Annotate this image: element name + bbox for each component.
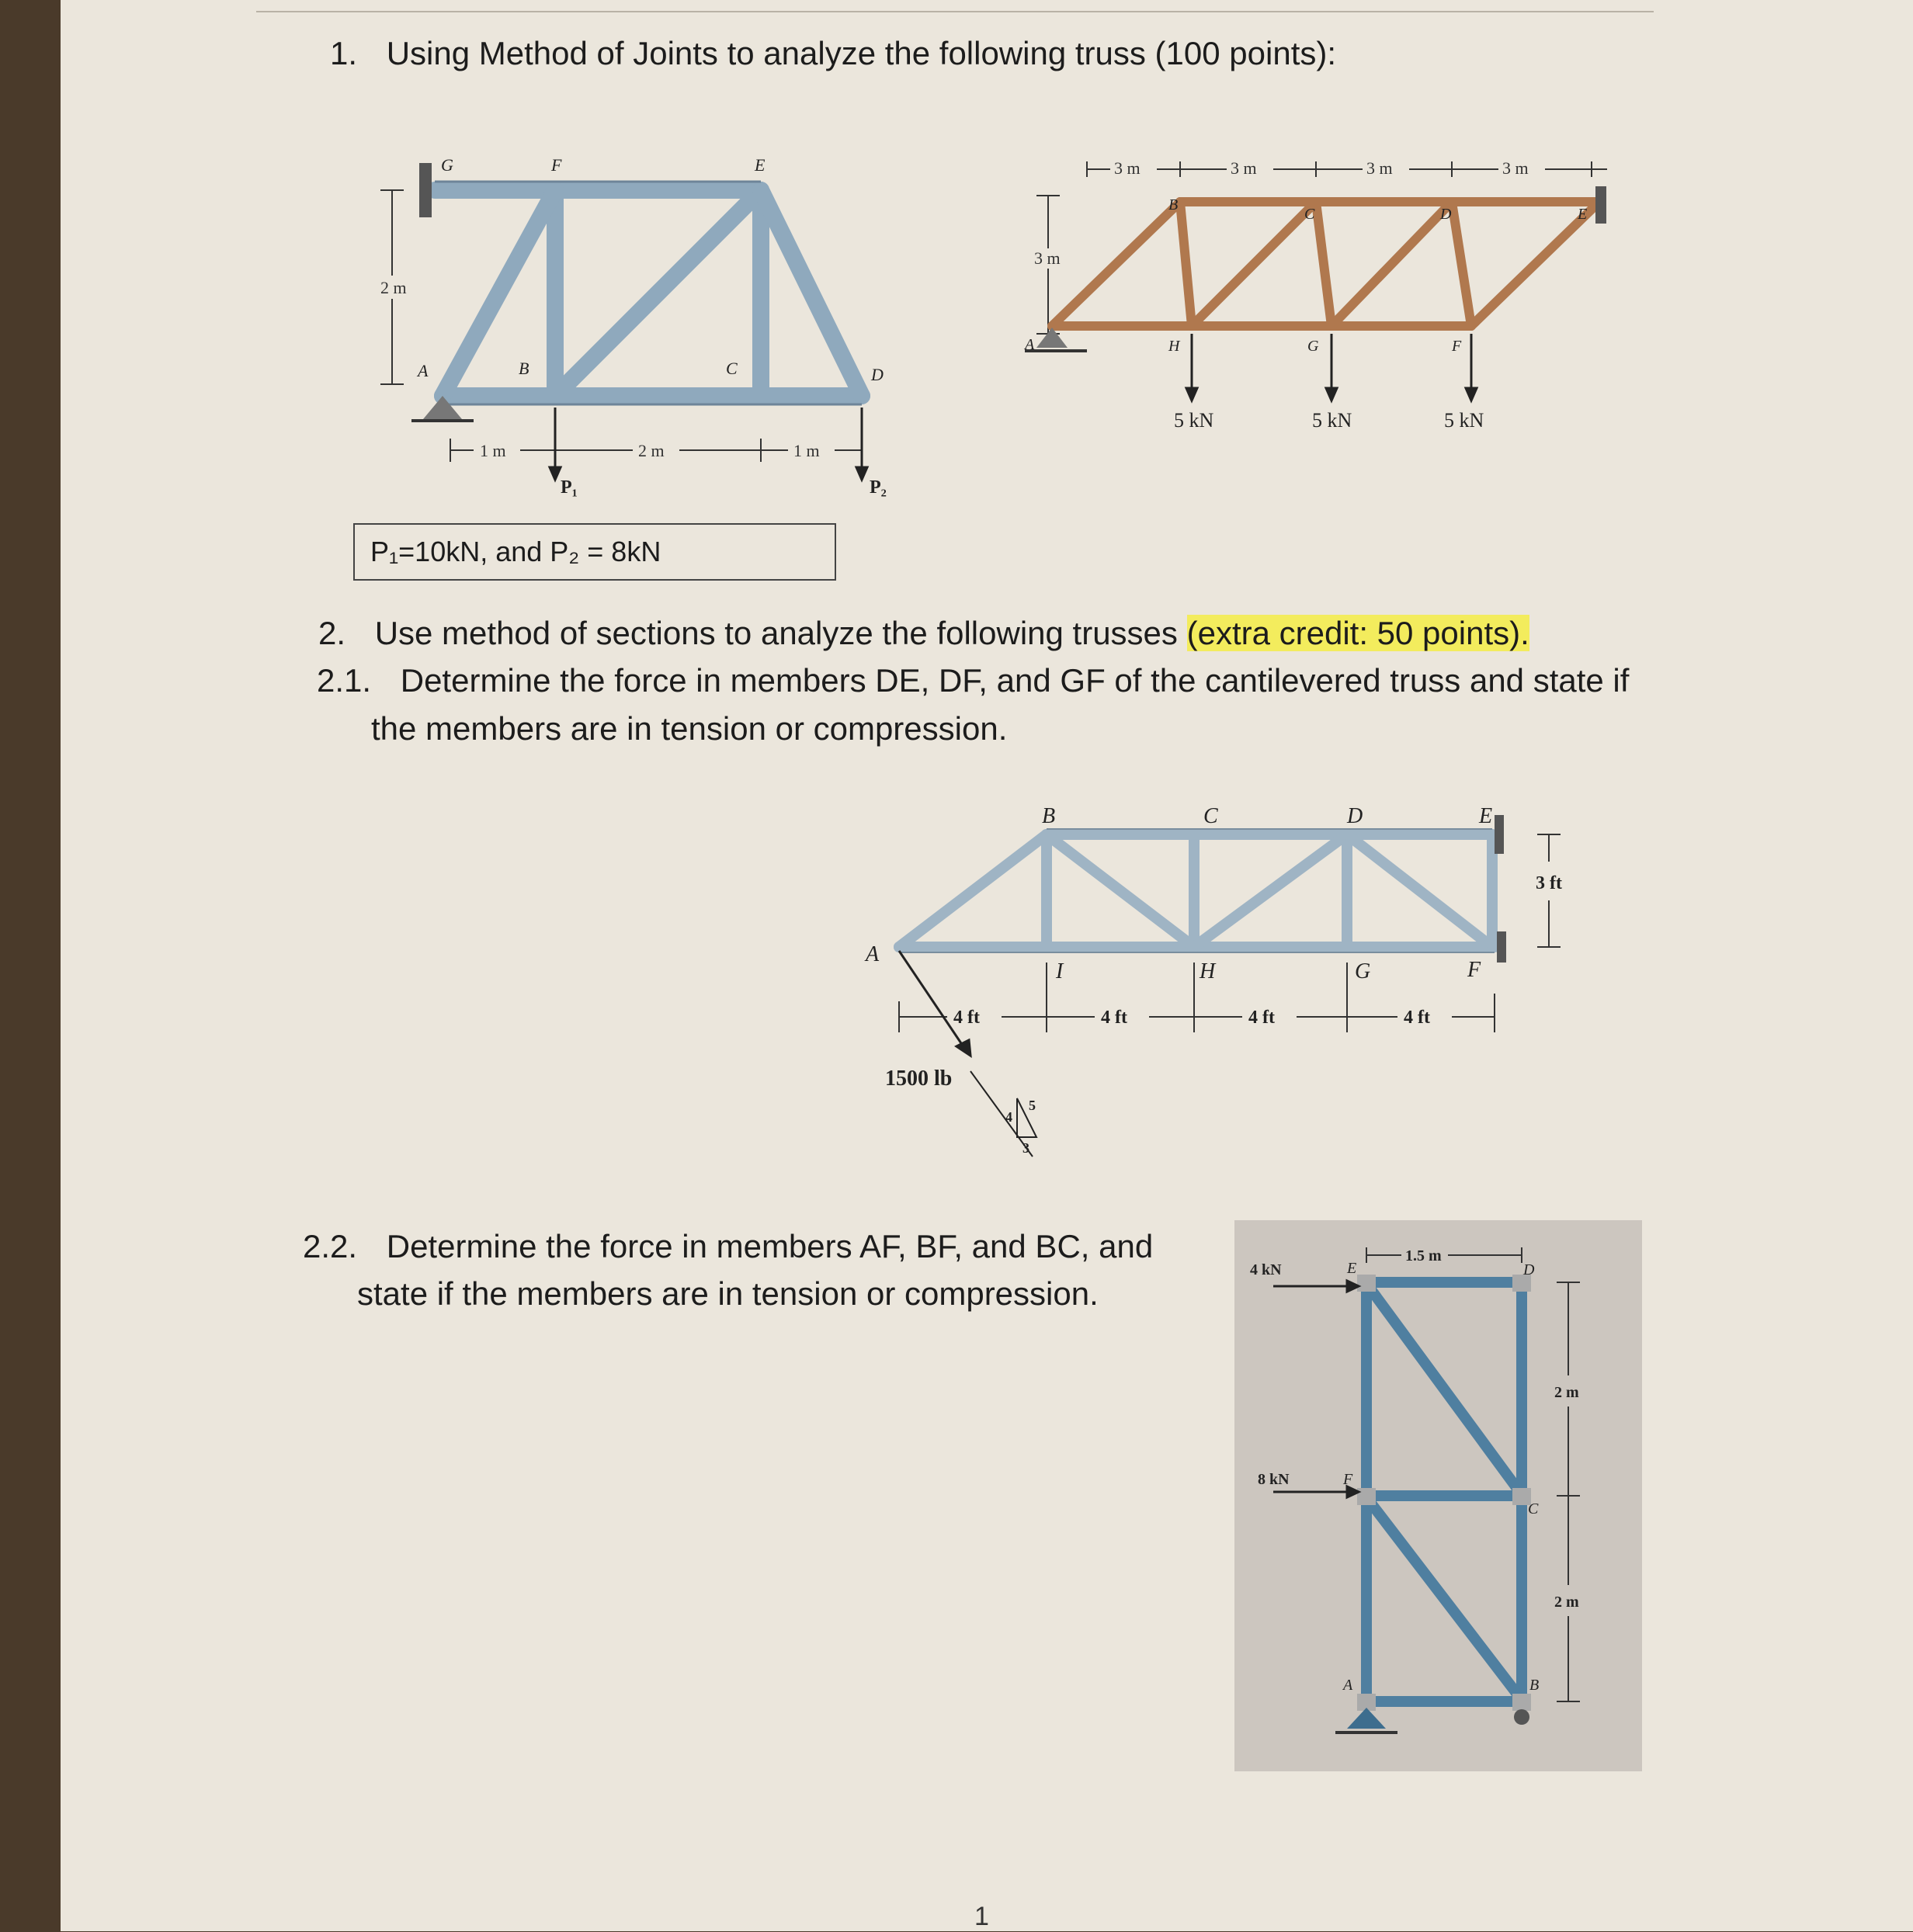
- truss-2-2-label-d: D: [1523, 1261, 1535, 1278]
- truss-b-dim-4: 3 m: [1502, 158, 1529, 178]
- question-2-1-line1: Determine the force in members DE, DF, and GF of the cantilevered truss and state if: [400, 662, 1630, 699]
- truss-2-1-label-d: D: [1347, 804, 1363, 828]
- truss-2-1-label-h: H: [1200, 959, 1216, 983]
- truss-2-2-label-e: E: [1347, 1260, 1357, 1277]
- truss-a-label-f: F: [551, 155, 562, 175]
- truss-2-1-members: [899, 834, 1495, 947]
- truss-b-label-e: E: [1578, 206, 1588, 223]
- truss-b-dim-height: 3 m: [1034, 248, 1061, 268]
- truss-b-figure: [994, 147, 1638, 450]
- truss-b-dim-1: 3 m: [1114, 158, 1141, 178]
- truss-b-label-c: C: [1304, 206, 1315, 223]
- truss-2-1-dim-3: 4 ft: [1248, 1008, 1275, 1028]
- truss-b-load-g: 5 kN: [1312, 409, 1352, 432]
- truss-2-1-label-i: I: [1056, 959, 1064, 983]
- question-2-2-line1: Determine the force in members AF, BF, and BC, and: [386, 1228, 1154, 1264]
- truss-a-dim-1: 1 m: [480, 441, 506, 460]
- truss-2-1-dim-2: 4 ft: [1101, 1008, 1127, 1028]
- truss-2-1-dim-height: 3 ft: [1536, 873, 1562, 893]
- truss-2-2-support-b: [1514, 1709, 1529, 1725]
- truss-b-label-h: H: [1168, 338, 1180, 355]
- truss-2-1-label-e: E: [1479, 804, 1493, 828]
- truss-2-1-label-g: G: [1355, 959, 1371, 983]
- truss-a-wall-support: [419, 163, 432, 217]
- truss-a-label-e: E: [755, 155, 766, 175]
- truss-2-1-slope-5: 5: [1029, 1098, 1036, 1113]
- truss-a-label-g: G: [441, 155, 453, 175]
- given-values-text: P₁=10kN, and P₂ = 8kN: [370, 536, 661, 567]
- truss-2-1-slope-4: 4: [1005, 1109, 1012, 1125]
- page-number: 1: [974, 1902, 989, 1931]
- truss-a-dim-3: 1 m: [793, 441, 820, 460]
- truss-a-figure: [357, 147, 947, 505]
- top-rule: [256, 11, 1654, 12]
- truss-b-members: [1052, 202, 1599, 326]
- truss-2-1-slope-3: 3: [1022, 1140, 1029, 1156]
- question-2-1: [317, 657, 1629, 705]
- question-2: [318, 609, 1529, 657]
- truss-a-members: [435, 190, 862, 396]
- truss-b-label-f: F: [1452, 338, 1462, 355]
- truss-b-wall-support: [1595, 186, 1606, 224]
- truss-b-label-a: A: [1025, 336, 1035, 353]
- question-2-1-number: 2.1.: [317, 662, 372, 699]
- question-2-1-line2: the members are in tension or compression.: [371, 710, 1008, 747]
- truss-a-load-p1: P₁: [561, 477, 578, 498]
- truss-b-label-g: G: [1307, 338, 1319, 355]
- question-1-text: Using Method of Joints to analyze the following truss (100 points):: [386, 35, 1337, 71]
- question-2-text: Use method of sections to analyze the following trusses: [374, 615, 1178, 651]
- truss-a-label-b: B: [519, 359, 529, 378]
- truss-2-2-label-b: B: [1529, 1677, 1540, 1694]
- truss-b-load-h: 5 kN: [1174, 409, 1214, 432]
- truss-2-2-load-e: 4 kN: [1250, 1261, 1282, 1278]
- truss-2-1-load: 1500 lb: [885, 1067, 953, 1091]
- truss-a-label-c: C: [726, 359, 738, 378]
- truss-2-1-label-b: B: [1042, 804, 1056, 828]
- truss-2-2-label-c: C: [1528, 1500, 1539, 1518]
- truss-b-dim-2: 3 m: [1231, 158, 1257, 178]
- truss-b-load-f: 5 kN: [1444, 409, 1484, 432]
- truss-2-1-dim-1: 4 ft: [953, 1008, 980, 1028]
- truss-b-label-b: B: [1168, 196, 1179, 213]
- question-1: [330, 29, 1336, 78]
- given-values-box: [353, 523, 836, 581]
- truss-2-2-dim-width: 1.5 m: [1405, 1247, 1442, 1264]
- truss-2-1-support-f: [1497, 931, 1506, 963]
- truss-2-2-dim-lower: 2 m: [1554, 1594, 1579, 1611]
- truss-2-1-dim-4: 4 ft: [1404, 1008, 1430, 1028]
- truss-2-1-label-c: C: [1203, 804, 1218, 828]
- truss-2-2-dim-upper: 2 m: [1554, 1384, 1579, 1401]
- extra-credit-highlight: (extra credit: 50 points).: [1186, 615, 1529, 651]
- truss-2-2-label-f: F: [1343, 1471, 1353, 1488]
- truss-a-label-a: A: [418, 361, 429, 380]
- truss-2-2-figure: [1234, 1220, 1642, 1771]
- truss-b-dim-3: 3 m: [1366, 158, 1393, 178]
- truss-a-load-p2: P₂: [870, 477, 887, 498]
- question-2-2: [303, 1223, 1153, 1271]
- truss-a-label-d: D: [871, 365, 884, 384]
- truss-2-2-label-a: A: [1343, 1677, 1353, 1694]
- question-2-2-line2: state if the members are in tension or compression.: [357, 1275, 1099, 1312]
- question-2-number: 2.: [318, 615, 346, 651]
- truss-2-1-support-e: [1495, 815, 1504, 854]
- question-2-2-number: 2.2.: [303, 1228, 358, 1264]
- question-1-number: 1.: [330, 35, 358, 71]
- truss-2-1-label-f: F: [1467, 958, 1481, 982]
- truss-2-1-figure: [862, 792, 1607, 1164]
- truss-b-label-d: D: [1440, 206, 1452, 223]
- truss-2-2-load-f: 8 kN: [1258, 1471, 1290, 1488]
- truss-a-dim-2: 2 m: [638, 441, 665, 460]
- truss-2-1-label-a: A: [866, 942, 880, 966]
- truss-a-dim-height: 2 m: [380, 278, 407, 297]
